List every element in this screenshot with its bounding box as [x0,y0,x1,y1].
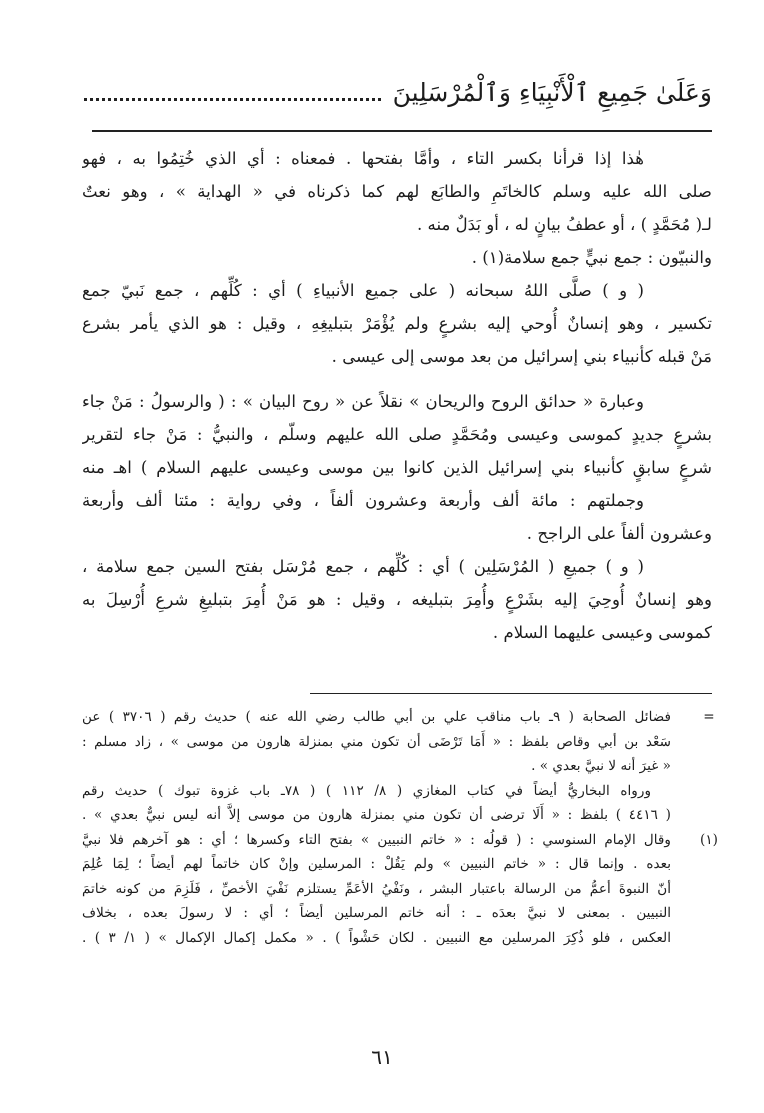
text-line: كموسى وعيسى عليهما السلام . [492,623,712,642]
footnote-line [82,877,729,902]
footnote-text: النبيين . بمعنى لا نبيَّ بعدَه ـ : أنه خاتم المرسلين أيضاً ؛ أي : لا رسولَ بعده ، بخلاف [82,905,671,921]
continuation-mark: = [703,709,715,725]
footnotes [82,705,729,950]
footnote-line [82,803,729,828]
text-line: مَنْ قبله كأنبياء بني إسرائيل من بعد موسى إلى عيسى . [331,347,712,366]
dotted-leader [84,84,381,101]
footnote-line [82,754,729,779]
text-line: وعبارة « حدائق الروح والريحان » نقلاً عن « روح البيان » : ( والرسولُ : مَنْ جاء [82,392,644,411]
text-line: وعشرون ألفاً على الراجح . [526,524,712,543]
footnote-line [82,926,729,951]
footnote-text: بعده . وإنما قال : « خاتم النبيين » ولم يَقُلْ : المرسلين وإنْ كان خاتماً لهم أيضاً ؛ لِمَا عُلِمَ [82,856,671,872]
main-text [82,142,712,649]
text-line: ( و ) صلَّى اللهُ سبحانه ( على جميع الأنبياءِ ) أي : كُلِّهم ، جمع نَبيّ جمع [82,281,644,300]
running-header [84,78,712,118]
footnote-line [82,705,729,730]
footnote-rule [310,693,712,694]
text-line: بشرعٍ جديدٍ كموسى وعيسى ومُحَمَّدٍ صلى الله عليهم وسلّم ، والنبيُّ : مَنْ جاء لتقرير [82,425,712,444]
footnote-number: (١) [700,831,718,848]
text-line: ( و ) جميعِ ( المُرْسَلِين ) أي : كُلِّهم ، جمع مُرْسَل بفتح السين جمع سلامة ، [82,557,644,576]
text-line: هٰذا إذا قرأنا بكسر التاء ، وأمَّا بفتحها . فمعناه : أي الذي خُتِمُوا به ، فهو [82,149,644,168]
footnote-line [82,852,729,877]
footnote-text: ورواه البخاريُّ أيضاً في كتاب المغازي ( ٨/ ١١٢ ) ( ٧٨ـ باب غزوة تبوك ) حديث رقم [82,782,652,799]
paragraph-gap [82,373,712,385]
text-line: والنبيّون : جمع نبيٍّ جمع سلامة(١) . [471,248,712,267]
footnote-text: « غيرَ أنه لا نبيَّ بعدي » . [531,758,671,774]
footnote-line [82,730,729,755]
text-line: لـ( مُحَمَّدٍ ) ، أو عطفُ بيانٍ له ، أو بَدَلٌ منه . [417,215,712,234]
footnote-line [82,779,729,804]
footnote-text: العكس ، فلو ذُكِرَ المرسلين مع النبيين . لكان حَشْواً ) . « مكمل إكمال الإكمال » ( ١/ ٣ ) . [82,929,671,946]
footnote-line [82,901,729,926]
footnote-line [82,828,729,853]
footnote-text: ( ٤٤١٦ ) بلفظ : « أَلَا ترضى أن تكون مني بمنزلة هارون من موسى إلاَّ أنه ليس نبيٌّ بعدي » . [82,807,671,823]
text-line: وجملتهم : مائة ألف وأربعة وعشرون ألفاً ، وفي رواية : مئتا ألف وأربعة [82,491,644,510]
text-line: تكسير ، وهو إنسانٌ أُوحي إليه بشرعٍ ولم يُؤْمَرْ بتبليغِهِ ، وقيل : هو الذي يأمر بشرع [82,314,712,333]
footnote-text: فضائل الصحابة ( ٩ـ باب مناقب علي بن أبي طالب رضي الله عنه ) حديث رقم ( ٣٧٠٦ ) عن [82,709,671,725]
text-line: وهو إنسانٌ أُوحِيَ إليه بشَرْعٍ وأُمِرَ بتبليغه ، وقيل : هو مَنْ أُمِرَ بتبليغِ شرعِ أُرْسِلَ به [82,590,712,609]
running-header-title: وَعَلَىٰ جَمِيعِ ٱلْأَنْبِيَاءِ وَٱلْمُرْسَلِينَ [392,78,712,107]
footnote-text: سَعْد بن أبي وقاص بلفظ : « أَمَا تَرْضَى أن تكون مني بمنزلة هارون من موسى » ، زاد مسلم : [82,733,671,750]
text-line: صلى الله عليه وسلم كالخاتَمِ والطابَع لهم كما ذكرناه في « الهداية » ، وهو نعتٌ [82,182,712,201]
page-number: ٦١ [371,1045,393,1069]
footnote-text: أنّ النبوةَ أعمُّ من الرسالة باعتبار البشر ، ونَفْيُ الأعَمِّ يستلزم نَفْيَ الأخصِّ ، فَلَزِمَ من كونه خاتمَ [82,880,671,897]
header-rule [92,130,712,132]
footnote-text: وقال الإمام السنوسي : ( قولُه : « خاتم النبيين » بفتح التاء وكسرها ؛ أي : هو آخرهم فلا نبيَّ [82,831,671,848]
text-line: شرعٍ سابقٍ كأنبياء بني إسرائيل الذين كانوا بين موسى وعيسى عليهم السلام ) اهـ منه [82,458,712,477]
